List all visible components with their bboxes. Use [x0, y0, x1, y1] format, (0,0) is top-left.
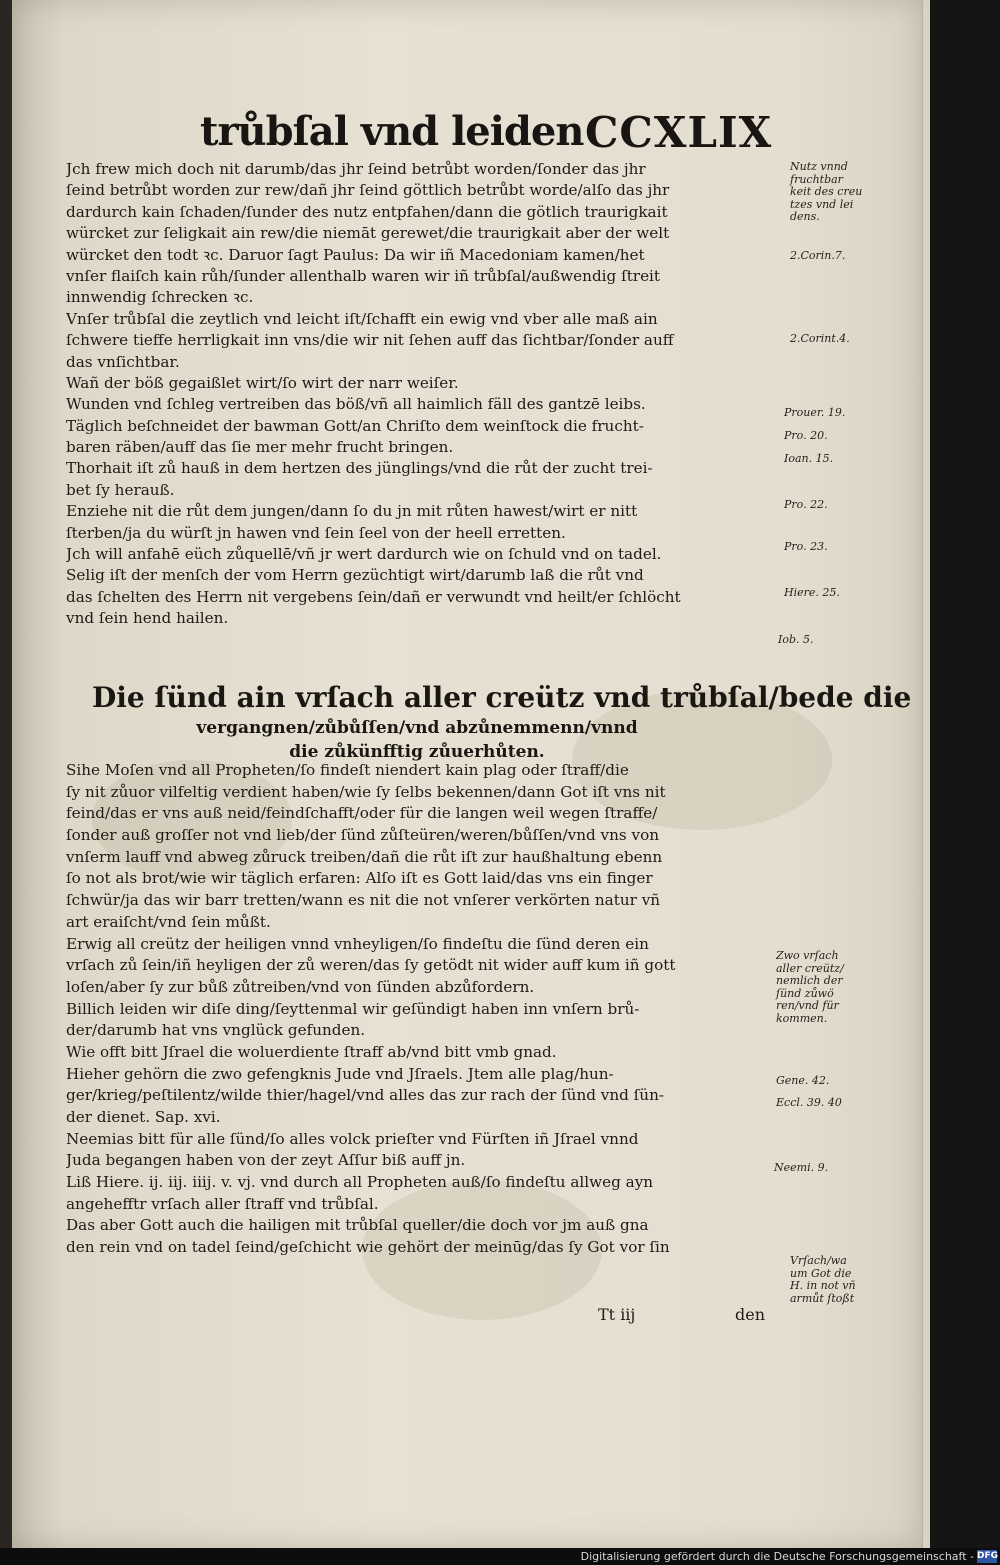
- folio-number: CCXLIX: [585, 108, 773, 157]
- margin-note: Vrſach/wa um Got die H. in not vñ armůt ſtoßt: [790, 1254, 856, 1305]
- running-head: [200, 108, 780, 158]
- margin-note: Pro. 20.: [784, 429, 828, 442]
- text-line: dardurch kain ſchaden/ſunder des nutz entpfahen/dann die götlich traurigkait: [66, 202, 668, 221]
- text-line: Vnſer trůbſal die zeytlich vnd leicht iſt/ſchafft ein ewig vnd vber alle maß ain: [66, 309, 658, 328]
- text-line: ſy nit zůuor vilfeltig verdient haben/wie ſy ſelbs bekennen/dann Got iſt vns nit: [66, 782, 666, 801]
- text-line: vrſach zů ſein/iñ heyligen der zů weren/das ſy getödt nit wider auff kum iñ gott: [66, 956, 676, 975]
- text-line: das ſchelten des Herrn nit vergebens ſein/dañ er verwundt vnd heilt/er ſchlöcht: [66, 587, 681, 606]
- text-line: ſchwere tieffe herrligkait inn vns/die wir nit ſehen auff das ſichtbar/ſonder auff: [66, 331, 674, 350]
- text-line: baren räben/auff das ſie mer mehr frucht bringen.: [66, 438, 454, 457]
- margin-note: Pro. 23.: [784, 540, 828, 553]
- text-line: innwendig ſchrecken ꝛc.: [66, 288, 254, 307]
- margin-note: Nutz vnnd fruchtbar keit des creu tzes vnd lei dens.: [790, 160, 863, 223]
- text-line: Juda begangen haben von der zeyt Aſſur biß auff jn.: [66, 1151, 466, 1170]
- text-line: ſterben/ja du würſt jn hawen vnd ſein ſeel von der heell erretten.: [66, 523, 566, 542]
- margin-note: Gene. 42.: [776, 1074, 830, 1087]
- margin-note: 2.Corin.7.: [790, 249, 846, 262]
- margin-note: Hiere. 25.: [784, 586, 840, 599]
- text-line: Sihe Moſen vnd all Propheten/ſo findeſt niendert kain plag oder ſtraff/die: [66, 761, 629, 779]
- signature-mark: Tt iij: [598, 1305, 636, 1324]
- text-line: Jch will anfahē eüch zůquellē/vñ jr wert dardurch wie on ſchuld vnd on tadel.: [66, 545, 662, 564]
- text-line: das vnſichtbar.: [66, 352, 180, 371]
- margin-note: Eccl. 39. 40: [776, 1096, 842, 1109]
- text-line: loſen/aber ſy zur bůß zůtreiben/vnd von ſünden abzůfordern.: [66, 977, 535, 996]
- text-line: den rein vnd on tadel ſeind/geſchicht wie gehört der meinūg/das ſy Got vor ſin: [66, 1238, 670, 1257]
- running-title: trůbſal vnd leiden: [200, 108, 584, 155]
- text-line: Neemias bitt für alle ſünd/ſo alles volck prieſter vnd Fürſten iñ Jſrael vnnd: [66, 1129, 639, 1148]
- text-line: Liß Hiere. ij. iij. iiij. v. vj. vnd durch all Propheten auß/ſo findeſtu allweg ayn: [66, 1173, 654, 1192]
- text-line: würcket zur ſeligkait ain rew/die niemāt gerewet/die traurigkait aber der welt: [66, 224, 670, 243]
- text-line: vnſerm lauff vnd abweg zůruck treiben/dañ die růt iſt zur haußhaltung ebenn: [66, 847, 663, 866]
- text-line: Wunden vnd ſchleg vertreiben das böß/vñ all haimlich fäll des gantzē leibs.: [66, 395, 646, 414]
- text-line: würcket den todt ꝛc. Daruor ſagt Paulus: Da wir iñ Macedoniam kamen/het: [66, 245, 645, 264]
- heading-line: Die ſünd ain vrſach aller creütz vnd trůbſal/bede die: [92, 681, 912, 714]
- text-line: ſonder auß groſſer not vnd lieb/der ſünd zůſteüren/weren/bůſſen/vnd vns von: [66, 826, 660, 845]
- text-line: ſeind betrůbt worden zur rew/dañ jhr ſeind göttlich betrůbt worde/alſo das jhr: [66, 181, 670, 200]
- text-line: angehefftr vrſach aller ſtraff vnd trůbſal.: [66, 1194, 379, 1213]
- text-line: der dienet. Sap. xvi.: [66, 1108, 221, 1126]
- body-text-upper: [66, 159, 778, 630]
- margin-note: Iob. 5.: [778, 633, 814, 646]
- text-line: Selig iſt der menſch der vom Herrn gezüchtigt wirt/darumb laß die růt vnd: [66, 566, 644, 585]
- text-line: Wie offt bitt Jſrael die woluerdiente ſtraff ab/vnd bitt vmb gnad.: [66, 1042, 557, 1061]
- section-heading: [92, 680, 912, 764]
- margin-note: 2.Corint.4.: [790, 332, 850, 345]
- margin-note: Zwo vrſach aller creütz/ nemlich der ſünd zůwö ren/vnd für kommen.: [776, 949, 844, 1025]
- margin-note: Ioan. 15.: [784, 452, 834, 465]
- text-line: Jch frew mich doch nit darumb/das jhr ſeind betrůbt worden/ſonder das jhr: [66, 160, 646, 178]
- margin-note: Pro. 22.: [784, 498, 828, 511]
- text-line: vnſer flaiſch kain růh/ſunder allenthalb waren wir iñ trůbſal/außwendig ſtreit: [66, 266, 661, 285]
- text-line: ſo not als brot/wie wir täglich erfaren: Alſo iſt es Gott laid/das vns ein finger: [66, 869, 653, 888]
- funding-credit: Digitalisierung gefördert durch die Deutsche Forschungsgemeinschaft -: [580, 1550, 974, 1563]
- margin-note: Prouer. 19.: [784, 406, 846, 419]
- scanner-background-right: [930, 0, 1000, 1548]
- text-line: Wañ der böß gegaißlet wirt/ſo wirt der narr weiſer.: [66, 373, 459, 392]
- text-line: ger/krieg/peſtilentz/wilde thier/hagel/vnd alles das zur rach der ſünd vnd ſün-: [66, 1086, 665, 1105]
- dfg-logo: DFG: [977, 1551, 999, 1561]
- text-line: Hieher gehörn die zwo gefengknis Jude vnd Jſraels. Jtem alle plag/hun-: [66, 1064, 614, 1083]
- text-line: bet ſy herauß.: [66, 480, 175, 499]
- text-line: Thorhait iſt zů hauß in dem hertzen des jünglings/vnd die růt der zucht trei-: [66, 459, 653, 478]
- text-line: ſchwür/ja das wir barr tretten/wann es nit die not vnſerer verkörten natur vñ: [66, 891, 661, 910]
- heading-line: die zůkünfftig zůuerhůten.: [289, 742, 545, 762]
- text-line: Enziehe nit die růt dem jungen/dann ſo du jn mit růten hawest/wirt er nitt: [66, 502, 638, 521]
- text-line: Täglich beſchneidet der bawman Gott/an Chriſto dem weinſtock die frucht-: [66, 416, 644, 435]
- text-line: Das aber Gott auch die hailigen mit trůbſal queller/die doch vor jm auß gna: [66, 1216, 649, 1235]
- text-line: art eraiſcht/vnd ſein můßt.: [66, 912, 271, 931]
- body-text-lower: [66, 760, 778, 1259]
- footer-bar: [0, 1548, 1000, 1565]
- margin-note: Neemi. 9.: [774, 1161, 829, 1174]
- catchword: den: [735, 1305, 766, 1324]
- text-line: vnd ſein hend hailen.: [66, 609, 229, 628]
- text-line: Erwig all creütz der heiligen vnnd vnheyligen/ſo findeſtu die ſünd deren ein: [66, 934, 649, 953]
- text-line: Billich leiden wir diſe ding/ſeyttenmal wir geſündigt haben inn vnſern brů-: [66, 999, 640, 1018]
- text-line: feind/das er vns auß neid/feindſchafft/oder für die langen weil wegen ſtraffe/: [66, 804, 658, 823]
- heading-line: vergangnen/zůbůſſen/vnd abzůnemmenn/vnnd: [196, 718, 638, 738]
- text-line: der/darumb hat vns vnglück gefunden.: [66, 1021, 366, 1040]
